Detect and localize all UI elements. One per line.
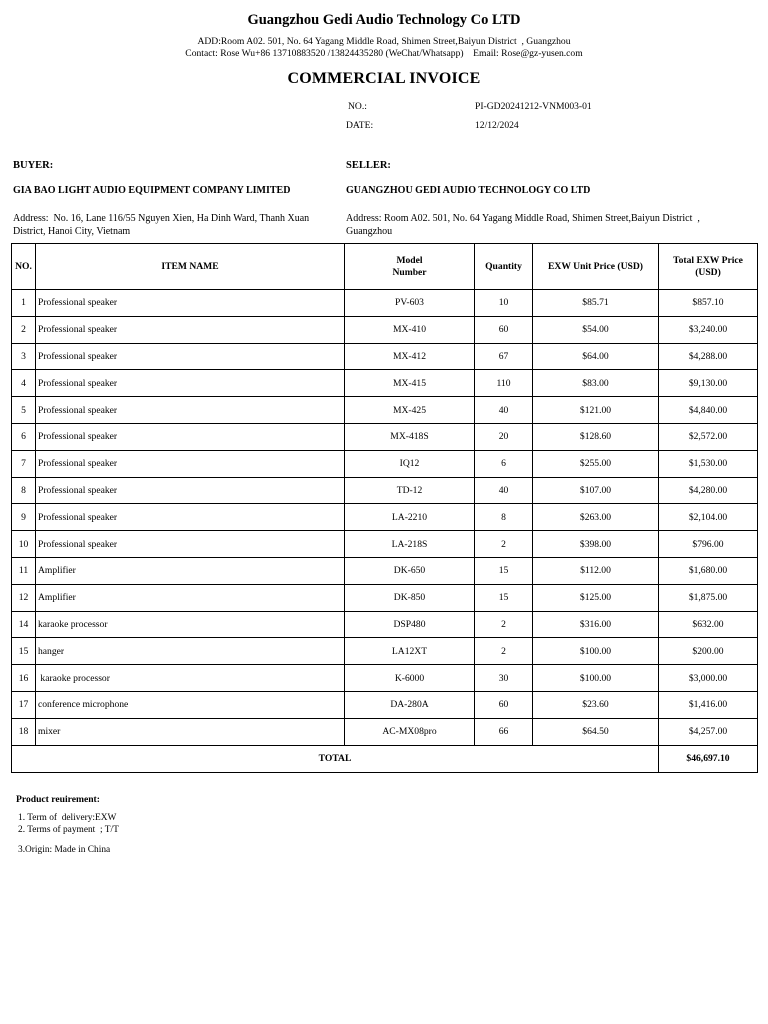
table-row — [12, 423, 758, 450]
row-number-cell: 1 — [12, 290, 36, 317]
document-title: COMMERCIAL INVOICE — [287, 70, 481, 87]
quantity-cell: 30 — [475, 665, 533, 692]
requirement-line: 3.Origin: Made in China — [18, 845, 111, 855]
unit-price-cell: $64.00 — [533, 343, 659, 370]
company-name: Guangzhou Gedi Audio Technology Co LTD — [247, 12, 521, 28]
quantity-cell: 10 — [475, 290, 533, 317]
table-row — [12, 584, 758, 611]
item-name-cell: Amplifier — [36, 584, 345, 611]
quantity-cell: 2 — [475, 638, 533, 665]
model-number-cell: DA-280A — [345, 691, 475, 718]
total-price-cell: $1,416.00 — [659, 691, 758, 718]
total-row — [12, 745, 758, 772]
table-row — [12, 477, 758, 504]
item-name-cell: Professional speaker — [36, 290, 345, 317]
model-number-cell: MX-412 — [345, 343, 475, 370]
unit-price-cell: $64.50 — [533, 718, 659, 745]
unit-price-cell: $83.00 — [533, 370, 659, 397]
model-number-cell: K-6000 — [345, 665, 475, 692]
total-price-cell: $2,104.00 — [659, 504, 758, 531]
header-quantity: Quantity — [475, 244, 533, 290]
invoice-no-value: PI-GD20241212-VNM003-01 — [475, 101, 592, 112]
row-number-cell: 12 — [12, 584, 36, 611]
row-number-cell: 5 — [12, 397, 36, 424]
seller-label: SELLER: — [346, 160, 391, 171]
item-name-cell: conference microphone — [36, 691, 345, 718]
total-price-cell: $1,530.00 — [659, 450, 758, 477]
invoice-date-value: 12/12/2024 — [475, 120, 519, 131]
unit-price-cell: $121.00 — [533, 397, 659, 424]
unit-price-cell: $125.00 — [533, 584, 659, 611]
model-number-cell: IQ12 — [345, 450, 475, 477]
model-number-cell: LA-218S — [345, 531, 475, 558]
row-number-cell: 9 — [12, 504, 36, 531]
total-price-cell: $9,130.00 — [659, 370, 758, 397]
header-total-price — [659, 244, 758, 290]
total-price-cell: $4,840.00 — [659, 397, 758, 424]
header-model-number — [345, 244, 475, 290]
table-row — [12, 370, 758, 397]
total-price-cell: $1,680.00 — [659, 557, 758, 584]
table-row — [12, 691, 758, 718]
unit-price-cell: $54.00 — [533, 316, 659, 343]
table-row — [12, 557, 758, 584]
model-number-cell: DSP480 — [345, 611, 475, 638]
row-number-cell: 3 — [12, 343, 36, 370]
model-number-cell: AC-MX08pro — [345, 718, 475, 745]
row-number-cell: 11 — [12, 557, 36, 584]
company-address: ADD:Room A02. 501, No. 64 Yagang Middle Road, Shimen Street,Baiyun District , Guangzhou — [197, 36, 571, 47]
model-number-cell: DK-650 — [345, 557, 475, 584]
total-price-cell: $4,280.00 — [659, 477, 758, 504]
requirement-line: 2. Terms of payment ; T/T — [18, 825, 119, 835]
total-price-cell: $1,875.00 — [659, 584, 758, 611]
invoice-no-label: NO.: — [348, 101, 367, 112]
total-price-cell: $3,000.00 — [659, 665, 758, 692]
header-no: NO. — [12, 244, 36, 290]
total-price-cell: $857.10 — [659, 290, 758, 317]
quantity-cell: 15 — [475, 557, 533, 584]
quantity-cell: 110 — [475, 370, 533, 397]
invoice-items-table — [11, 243, 758, 773]
unit-price-cell: $23.60 — [533, 691, 659, 718]
row-number-cell: 6 — [12, 423, 36, 450]
model-number-cell: MX-415 — [345, 370, 475, 397]
quantity-cell: 40 — [475, 397, 533, 424]
total-price-cell: $4,288.00 — [659, 343, 758, 370]
quantity-cell: 67 — [475, 343, 533, 370]
buyer-label: BUYER: — [13, 160, 54, 171]
quantity-cell: 66 — [475, 718, 533, 745]
quantity-cell: 60 — [475, 691, 533, 718]
seller-name: GUANGZHOU GEDI AUDIO TECHNOLOGY CO LTD — [346, 185, 591, 196]
row-number-cell: 18 — [12, 718, 36, 745]
invoice-date-label: DATE: — [346, 120, 374, 131]
quantity-cell: 15 — [475, 584, 533, 611]
seller-address: Address: Room A02. 501, No. 64 Yagang Middle Road, Shimen Street,Baiyun District , Guangzhou — [346, 213, 700, 237]
header-model-number-text: Model Number — [392, 254, 427, 278]
model-number-cell: TD-12 — [345, 477, 475, 504]
company-contact — [0, 36, 768, 60]
table-row — [12, 504, 758, 531]
unit-price-cell: $128.60 — [533, 423, 659, 450]
item-name-cell: Professional speaker — [36, 531, 345, 558]
row-number-cell: 10 — [12, 531, 36, 558]
total-label: TOTAL — [12, 745, 659, 772]
row-number-cell: 7 — [12, 450, 36, 477]
model-number-cell: MX-425 — [345, 397, 475, 424]
item-name-cell: Professional speaker — [36, 477, 345, 504]
model-number-cell: LA12XT — [345, 638, 475, 665]
row-number-cell: 17 — [12, 691, 36, 718]
total-price-cell: $796.00 — [659, 531, 758, 558]
item-name-cell: Professional speaker — [36, 397, 345, 424]
total-price-cell: $632.00 — [659, 611, 758, 638]
header-total-price-text: Total EXW Price (USD) — [673, 254, 743, 278]
item-name-cell: karaoke processor — [36, 611, 345, 638]
total-price-cell: $200.00 — [659, 638, 758, 665]
unit-price-cell: $85.71 — [533, 290, 659, 317]
row-number-cell: 14 — [12, 611, 36, 638]
quantity-cell: 8 — [475, 504, 533, 531]
table-header-row — [12, 244, 758, 290]
item-name-cell: Professional speaker — [36, 450, 345, 477]
table-row — [12, 290, 758, 317]
quantity-cell: 60 — [475, 316, 533, 343]
company-contact-line: Contact: Rose Wu+86 13710883520 /13824435280 (WeChat/Whatsapp) Email: Rose@gz-yusen.com — [185, 48, 583, 59]
row-number-cell: 2 — [12, 316, 36, 343]
total-price-cell: $4,257.00 — [659, 718, 758, 745]
buyer-name: GIA BAO LIGHT AUDIO EQUIPMENT COMPANY LIMITED — [13, 185, 291, 196]
item-name-cell: Professional speaker — [36, 370, 345, 397]
model-number-cell: DK-850 — [345, 584, 475, 611]
unit-price-cell: $107.00 — [533, 477, 659, 504]
total-price-cell: $2,572.00 — [659, 423, 758, 450]
table-body — [12, 290, 758, 746]
unit-price-cell: $398.00 — [533, 531, 659, 558]
table-row — [12, 638, 758, 665]
unit-price-cell: $100.00 — [533, 665, 659, 692]
unit-price-cell: $100.00 — [533, 638, 659, 665]
model-number-cell: PV-603 — [345, 290, 475, 317]
model-number-cell: LA-2210 — [345, 504, 475, 531]
item-name-cell: Professional speaker — [36, 423, 345, 450]
quantity-cell: 6 — [475, 450, 533, 477]
table-row — [12, 343, 758, 370]
item-name-cell: Amplifier — [36, 557, 345, 584]
item-name-cell: mixer — [36, 718, 345, 745]
table-row — [12, 316, 758, 343]
total-value: $46,697.10 — [659, 745, 758, 772]
item-name-cell: karaoke processor — [36, 665, 345, 692]
item-name-cell: Professional speaker — [36, 316, 345, 343]
total-price-cell: $3,240.00 — [659, 316, 758, 343]
unit-price-cell: $112.00 — [533, 557, 659, 584]
table-row — [12, 531, 758, 558]
table-row — [12, 665, 758, 692]
table-row — [12, 611, 758, 638]
item-name-cell: hanger — [36, 638, 345, 665]
table-row — [12, 450, 758, 477]
model-number-cell: MX-410 — [345, 316, 475, 343]
header-item-name: ITEM NAME — [36, 244, 345, 290]
model-number-cell: MX-418S — [345, 423, 475, 450]
table-row — [12, 397, 758, 424]
unit-price-cell: $316.00 — [533, 611, 659, 638]
item-name-cell: Professional speaker — [36, 504, 345, 531]
row-number-cell: 4 — [12, 370, 36, 397]
row-number-cell: 16 — [12, 665, 36, 692]
item-name-cell: Professional speaker — [36, 343, 345, 370]
buyer-address: Address: No. 16, Lane 116/55 Nguyen Xien, Ha Dinh Ward, Thanh Xuan District, Hanoi City, Vietnam — [13, 213, 310, 237]
row-number-cell: 15 — [12, 638, 36, 665]
row-number-cell: 8 — [12, 477, 36, 504]
quantity-cell: 2 — [475, 611, 533, 638]
table-row — [12, 718, 758, 745]
requirement-line: 1. Term of delivery:EXW — [18, 813, 117, 823]
header-unit-price: EXW Unit Price (USD) — [533, 244, 659, 290]
unit-price-cell: $263.00 — [533, 504, 659, 531]
requirements-title: Product reuirement: — [16, 794, 100, 805]
quantity-cell: 20 — [475, 423, 533, 450]
unit-price-cell: $255.00 — [533, 450, 659, 477]
quantity-cell: 40 — [475, 477, 533, 504]
quantity-cell: 2 — [475, 531, 533, 558]
